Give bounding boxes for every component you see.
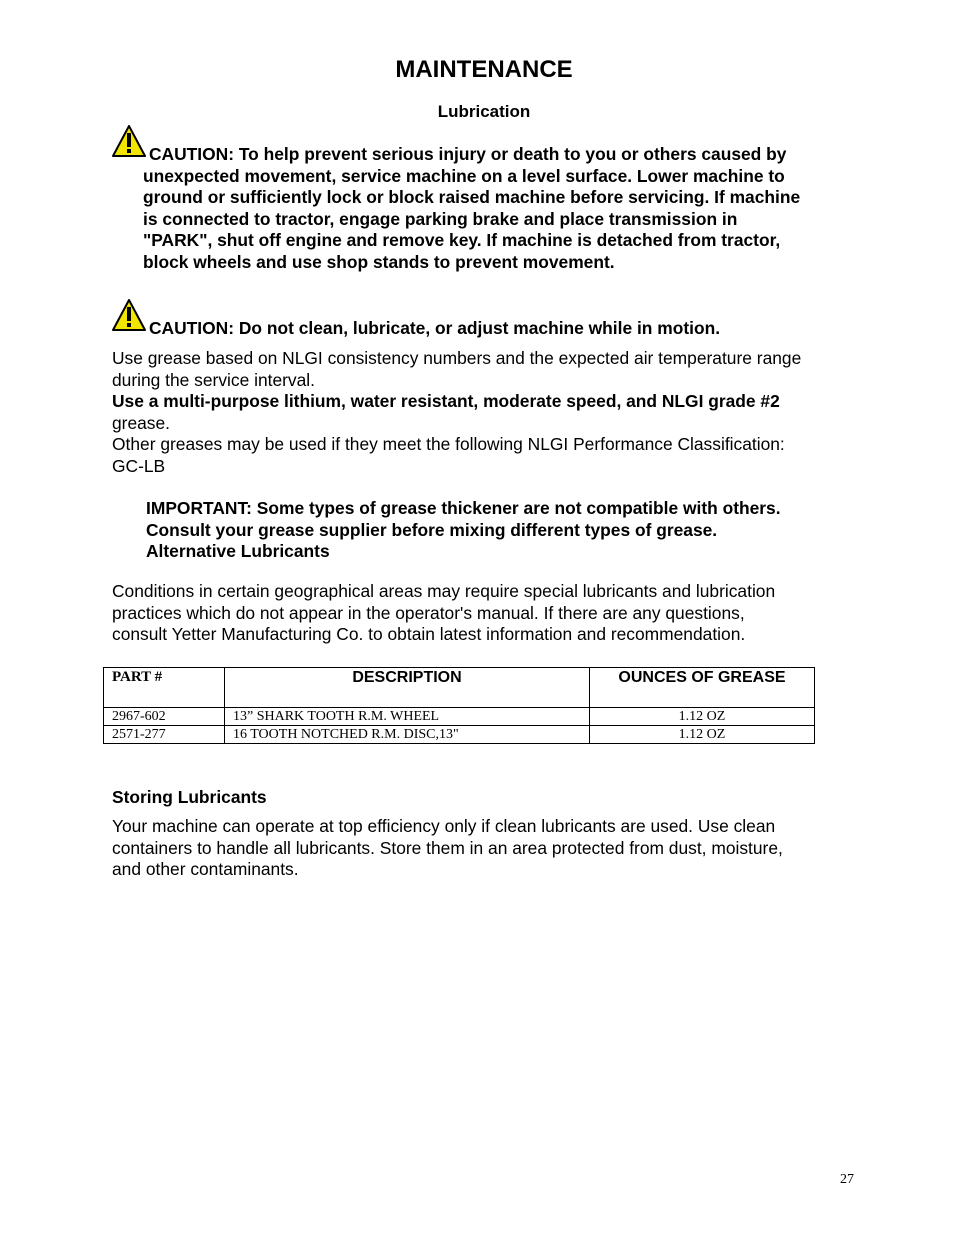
- cell-part-number: 2571-277: [104, 726, 225, 744]
- storing-paragraph: [112, 816, 783, 881]
- cell-description: 16 TOOTH NOTCHED R.M. DISC,13": [225, 726, 590, 744]
- important-line: IMPORTANT: Some types of grease thickener are not compatible with others.: [146, 498, 781, 518]
- warning-triangle-icon: [111, 298, 147, 332]
- paragraph-line: Other greases may be used if they meet the following NLGI Performance Classification:: [112, 434, 785, 455]
- parts-grease-table: [103, 667, 815, 744]
- caution-block-1: [143, 144, 800, 274]
- important-note: [146, 498, 781, 563]
- paragraph-line: Your machine can operate at top efficiency only if clean lubricants are used. Use clean: [112, 816, 776, 836]
- paragraph-line: GC-LB: [112, 455, 166, 476]
- cell-ounces: 1.12 OZ: [590, 726, 815, 744]
- paragraph-line: consult Yetter Manufacturing Co. to obtain latest information and recommendation.: [112, 624, 746, 645]
- caution-1-line: CAUTION: To help prevent serious injury or death to you or others caused by: [149, 144, 787, 164]
- page-title: MAINTENANCE: [395, 56, 573, 83]
- table-row: [104, 708, 815, 726]
- storing-lubricants-heading: Storing Lubricants: [112, 787, 267, 807]
- caution-1-line: ground or sufficiently lock or block raised machine before servicing. If machine: [143, 187, 801, 208]
- header-part-number: PART #: [104, 668, 225, 708]
- paragraph-line: and other contaminants.: [112, 859, 299, 880]
- paragraph-bold-line: Use a multi-purpose lithium, water resistant, moderate speed, and NLGI grade #2: [112, 391, 780, 412]
- cell-ounces: 1.12 OZ: [590, 708, 815, 726]
- caution-1-line: is connected to tractor, engage parking brake and place transmission in: [143, 208, 738, 229]
- paragraph-line: practices which do not appear in the operator's manual. If there are any questions,: [112, 602, 745, 623]
- grease-paragraph: [112, 348, 801, 478]
- header-ounces: OUNCES OF GREASE: [590, 668, 815, 708]
- caution-block-2: [149, 318, 720, 340]
- caution-1-line: block wheels and use shop stands to prevent movement.: [143, 251, 615, 272]
- paragraph-line: Use grease based on NLGI consistency numbers and the expected air temperature range: [112, 348, 802, 368]
- important-line: Alternative Lubricants: [146, 541, 330, 562]
- section-subtitle-lubrication: Lubrication: [437, 102, 531, 121]
- caution-1-line: unexpected movement, service machine on a level surface. Lower machine to: [143, 165, 785, 186]
- cell-description: 13” SHARK TOOTH R.M. WHEEL: [225, 708, 590, 726]
- paragraph-line: containers to handle all lubricants. Store them in an area protected from dust, moisture,: [112, 837, 783, 858]
- caution-1-line: "PARK", shut off engine and remove key. If machine is detached from tractor,: [143, 230, 781, 251]
- paragraph-line: during the service interval.: [112, 369, 315, 390]
- paragraph-line: Conditions in certain geographical areas may require special lubricants and lubrication: [112, 581, 776, 601]
- conditions-paragraph: [112, 581, 775, 646]
- cell-part-number: 2967-602: [104, 708, 225, 726]
- table-header-row: [104, 668, 815, 708]
- caution-2-text: CAUTION: Do not clean, lubricate, or adjust machine while in motion.: [149, 318, 721, 338]
- header-description: DESCRIPTION: [225, 668, 590, 708]
- warning-triangle-icon: [111, 124, 147, 158]
- paragraph-line: grease.: [112, 412, 171, 433]
- table-row: [104, 726, 815, 744]
- important-line: Consult your grease supplier before mixing different types of grease.: [146, 519, 718, 540]
- page-number: 27: [840, 1172, 854, 1187]
